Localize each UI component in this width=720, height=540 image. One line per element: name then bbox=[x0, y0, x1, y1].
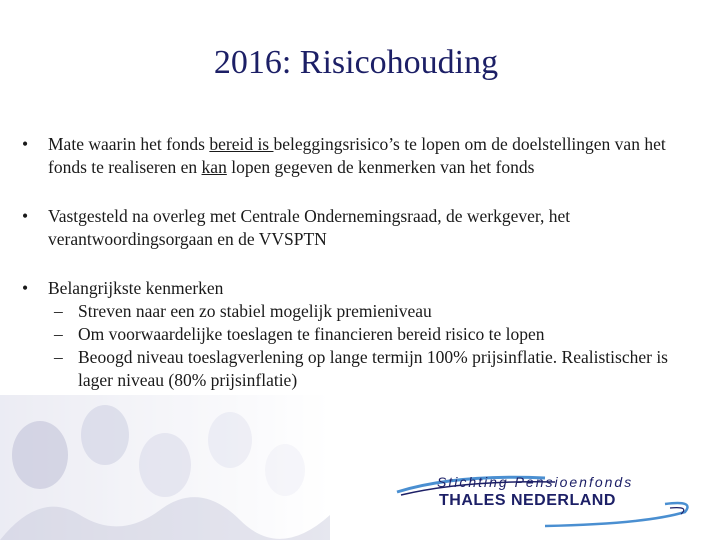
logo-line-2: THALES NEDERLAND bbox=[439, 492, 616, 509]
thales-pensioenfonds-logo bbox=[395, 472, 710, 530]
sub-bullet-item bbox=[22, 323, 702, 346]
bullet-text-segment: Belangrijkste kenmerken bbox=[48, 278, 224, 298]
bullet-text-underlined: bereid is bbox=[209, 134, 274, 154]
dash-icon: – bbox=[54, 347, 63, 367]
dash-icon: – bbox=[54, 324, 63, 344]
bullet-dot-icon: • bbox=[22, 206, 29, 226]
bullet-text-segment: Vastgesteld na overleg met Centrale Ondernemingsraad, de werkgever, het verantwoordingsorgaan en de VVSPTN bbox=[48, 206, 571, 249]
bullet-item bbox=[22, 133, 702, 179]
bullet-text-segment: beleggingsrisico’s te lopen om de doelstellingen van het fonds te realiseren en bbox=[48, 134, 666, 177]
sub-bullet-text: Streven naar een zo stabiel mogelijk premieniveau bbox=[78, 301, 432, 321]
sub-bullet-text: Beoogd niveau toeslagverlening op lange termijn 100% prijsinflatie. Realistischer is lager niveau (80% prijsinflatie) bbox=[78, 347, 668, 390]
slide-title: 2016: Risicohouding bbox=[213, 44, 499, 81]
dash-icon: – bbox=[54, 301, 63, 321]
bullet-list bbox=[22, 133, 702, 418]
sub-bullet-text: Om voorwaardelijke toeslagen te financieren bereid risico te lopen bbox=[78, 324, 545, 344]
bullet-text-segment: lopen gegeven de kenmerken van het fonds bbox=[226, 157, 535, 177]
logo-line-1: Stichting Pensioenfonds bbox=[437, 474, 634, 490]
sub-bullet-item bbox=[22, 346, 702, 392]
sub-bullet-item bbox=[22, 300, 702, 323]
bullet-dot-icon: • bbox=[22, 134, 29, 154]
bullet-item bbox=[22, 277, 702, 392]
bullet-dot-icon: • bbox=[22, 278, 29, 298]
bullet-text-underlined: kan bbox=[201, 157, 227, 177]
bullet-text-segment: Mate waarin het fonds bbox=[48, 134, 210, 154]
bullet-item bbox=[22, 205, 702, 251]
